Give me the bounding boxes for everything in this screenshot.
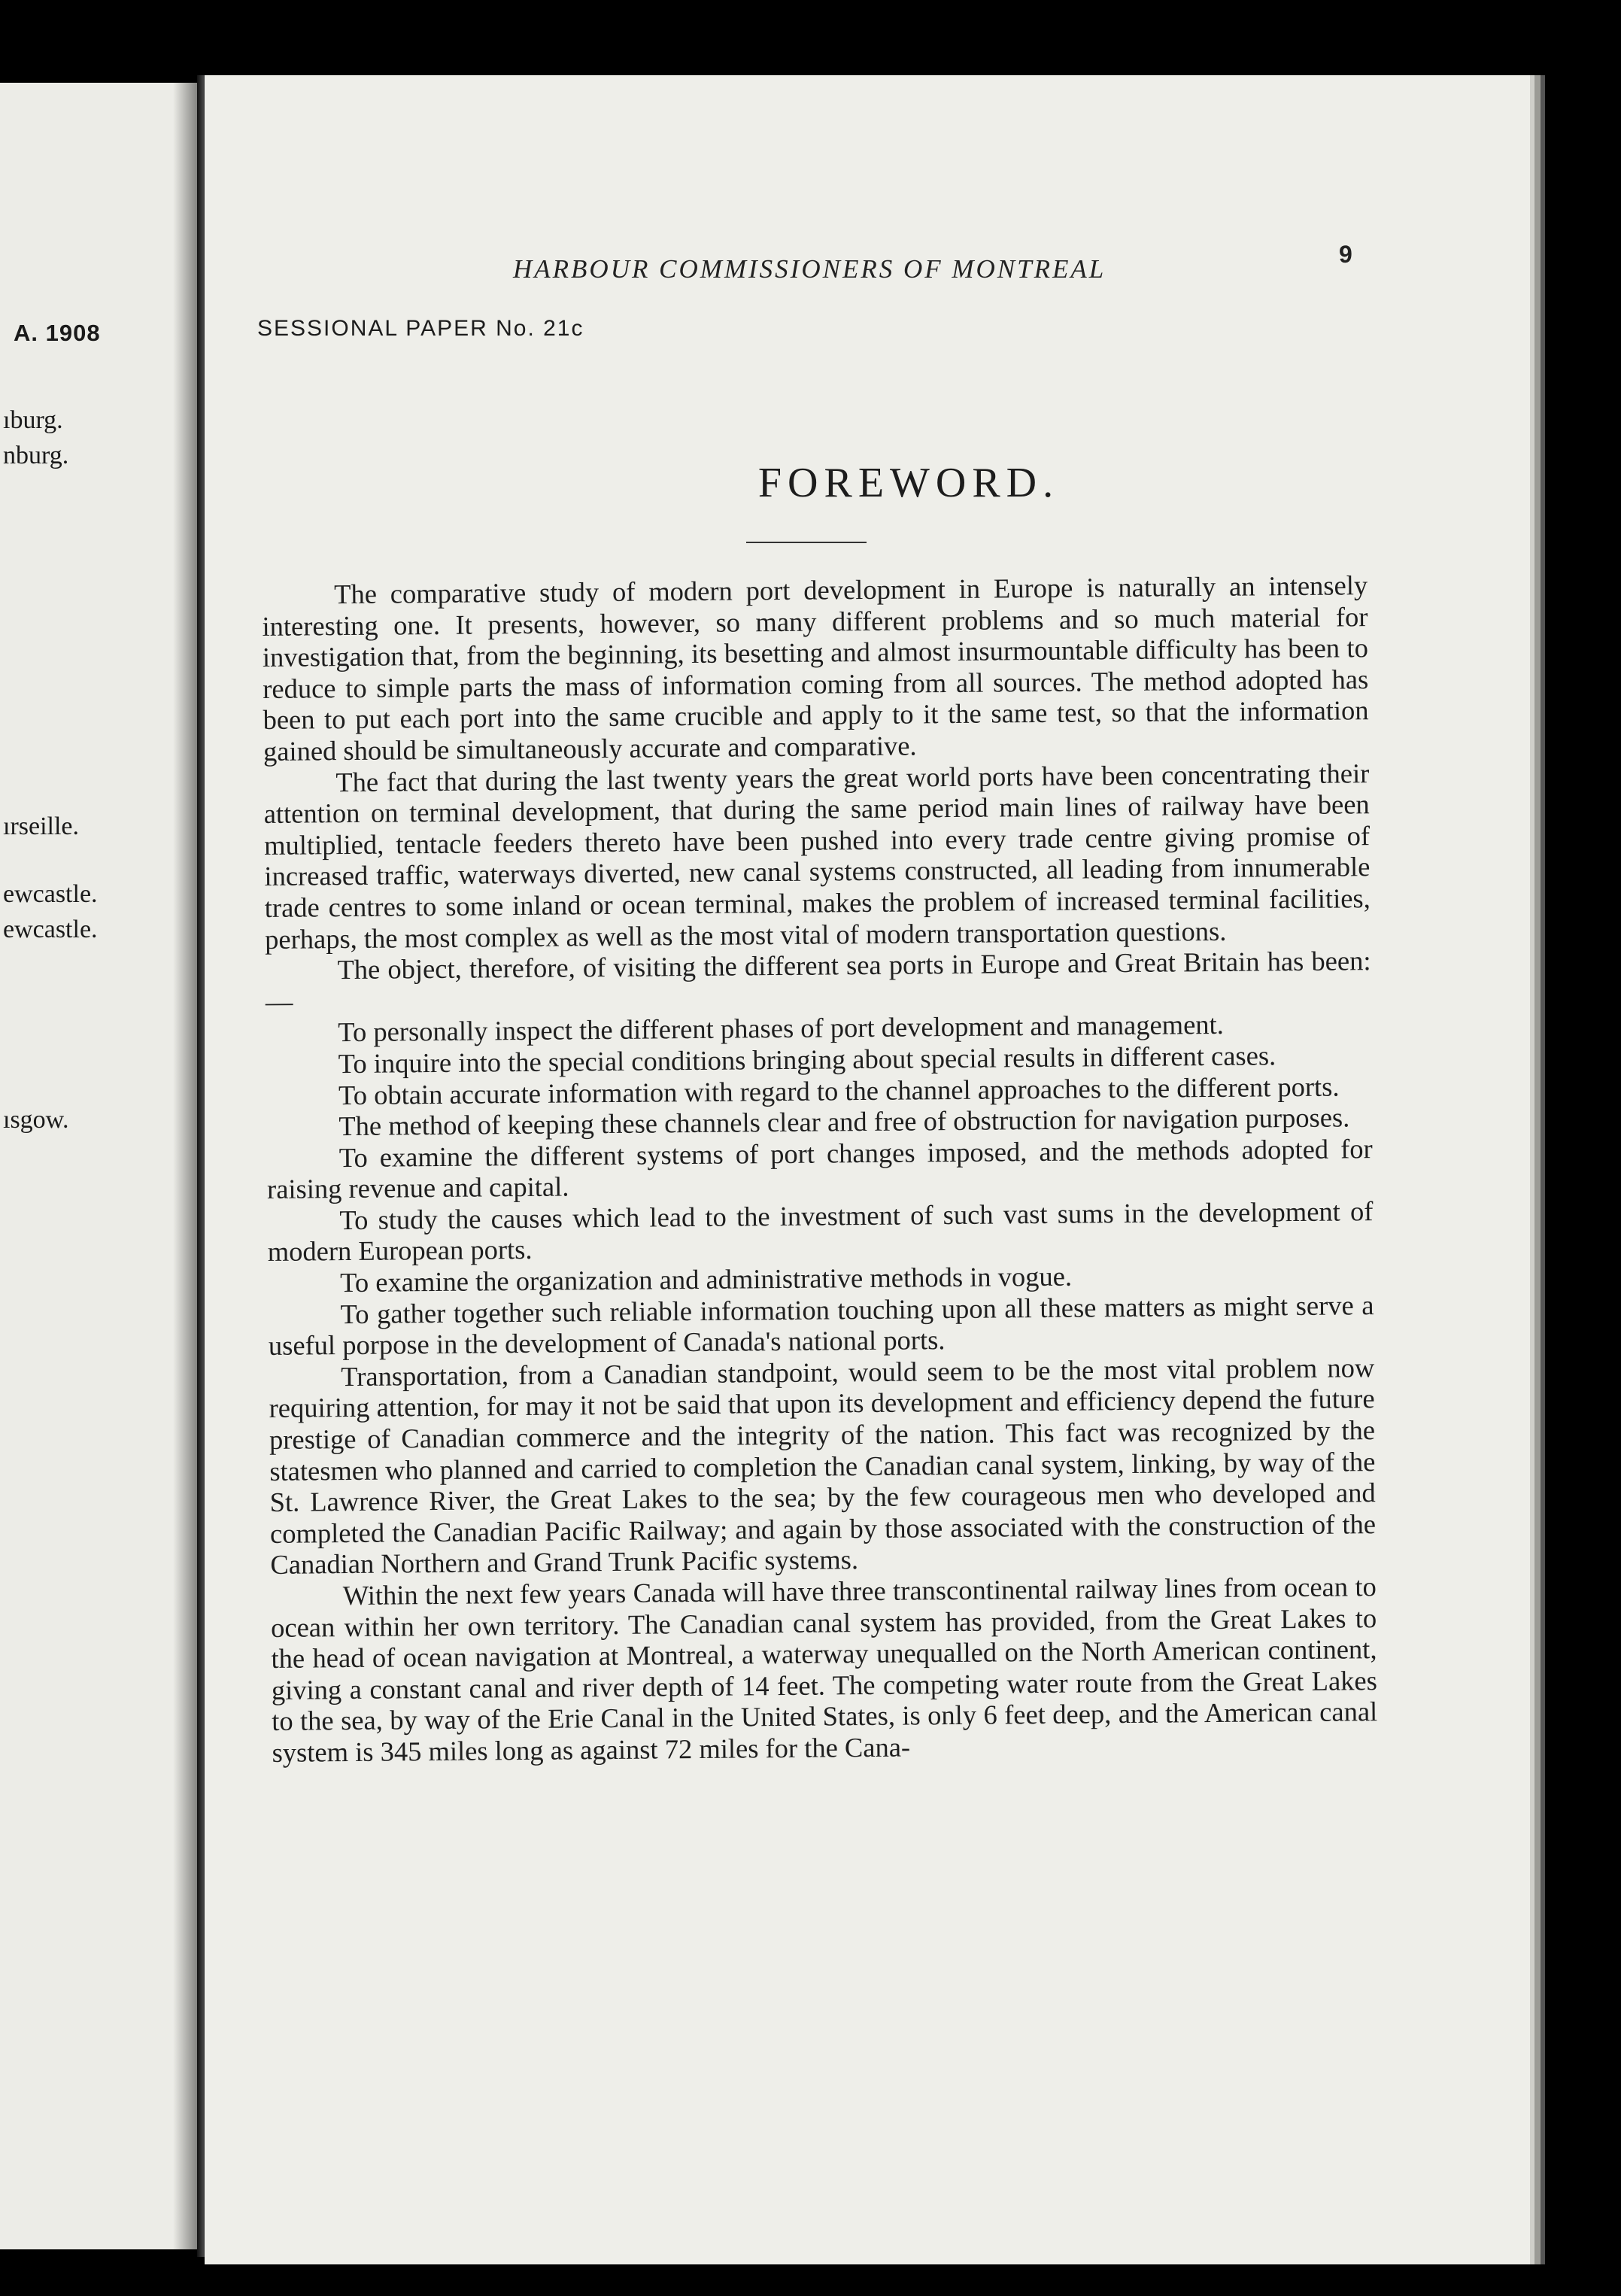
- paragraph: The object, therefore, of visiting the different sea ports in Europe and Great Britain has been:—: [265, 945, 1371, 1017]
- facing-page-line: ıburg.: [3, 406, 63, 434]
- paragraph: The comparative study of modern port development in Europe is naturally an intensely interesting one. It presents, however, so many different problems and so much material for investigation that, from the beginning, its besetting and almost insurmountable difficulty has been to reduce to simple parts the mass of information coming from all sources. The method adopted has been to put each port into the same crucible and apply to it the same test, so that the information gained should be simultaneously accurate and comparative.: [262, 569, 1369, 767]
- paragraph: The method of keeping these channels clear and free of obstruction for navigation purposes.: [338, 1101, 1350, 1142]
- sessional-paper-label: SESSIONAL PAPER No. 21c: [257, 316, 584, 341]
- facing-page-line: ewcastle.: [3, 916, 98, 943]
- paragraph: To study the causes which lead to the investment of such vast sums in the development of modern European ports.: [267, 1195, 1374, 1268]
- body-text: [262, 569, 1378, 1768]
- facing-page: [0, 83, 203, 2249]
- document-page: [205, 75, 1530, 2264]
- paragraph: To inquire into the special conditions bringing about special results in different cases.: [338, 1040, 1276, 1080]
- paragraph: The fact that during the last twenty years the great world ports have been concentrating their attention on terminal development, that during the same period main lines of railway have been multiplied, tentacle feeders thereto have been pushed into every trade centre giving promise of increased traffic, waterways diverted, new canal systems constructed, all leading from innumerable trade centres to some inland or ocean terminal, makes the problem of increased terminal facilities, perhaps, the most complex as well as the most vital of modern transportation questions.: [263, 757, 1371, 955]
- page-number: 9: [1339, 241, 1352, 268]
- page-title: FOREWORD.: [757, 460, 1060, 506]
- paragraph: To personally inspect the different phases of port development and management.: [338, 1009, 1224, 1048]
- paragraph: To gather together such reliable information touching upon all these matters as might serve a useful porpose in the development of Canada's national ports.: [268, 1289, 1374, 1362]
- paragraph: To examine the organization and administrative methods in vogue.: [339, 1260, 1073, 1298]
- paragraph: Within the next few years Canada will have three transcontinental railway lines from ocean to ocean within her own territory. The Canadian canal system has provided, from the Great Lakes to the head of ocean navigation at Montreal, a waterway unequalled on the North American continent, giving a constant canal and river depth of 14 feet. The competing water route from the Great Lakes to the sea, by way of the Erie Canal in the United States, is only 6 feet deep, and the American canal system is 345 miles long as against 72 miles for the Cana-: [270, 1571, 1378, 1768]
- paragraph: To examine the different systems of port changes imposed, and the methods adopted for raising revenue and capital.: [266, 1132, 1373, 1205]
- title-divider: [746, 542, 867, 543]
- running-head: HARBOUR COMMISSIONERS OF MONTREAL: [513, 254, 1106, 284]
- facing-page-line: ırseille.: [3, 812, 80, 840]
- paragraph: To obtain accurate information with regard to the channel approaches to the different ports.: [338, 1071, 1340, 1110]
- paragraph: Transportation, from a Canadian standpoint, would seem to be the most vital problem now requiring attention, for may it not be said that upon its development and efficiency depend the future prestige of Canadian commerce and the integrity of the nation. This fact was recognized by the statesmen who planned and carried to completion the Canadian canal system, linking, by way of the St. Lawrence River, the Great Lakes to the sea; by the few courageous men who developed and completed the Canadian Pacific Railway; and again by those associated with the construction of the Canadian Northern and Grand Trunk Pacific systems.: [269, 1351, 1377, 1581]
- facing-page-line: ewcastle.: [3, 880, 98, 908]
- facing-page-line: ısgow.: [3, 1106, 69, 1134]
- facing-page-line: nburg.: [3, 442, 69, 469]
- facing-page-header: A. 1908: [14, 320, 101, 346]
